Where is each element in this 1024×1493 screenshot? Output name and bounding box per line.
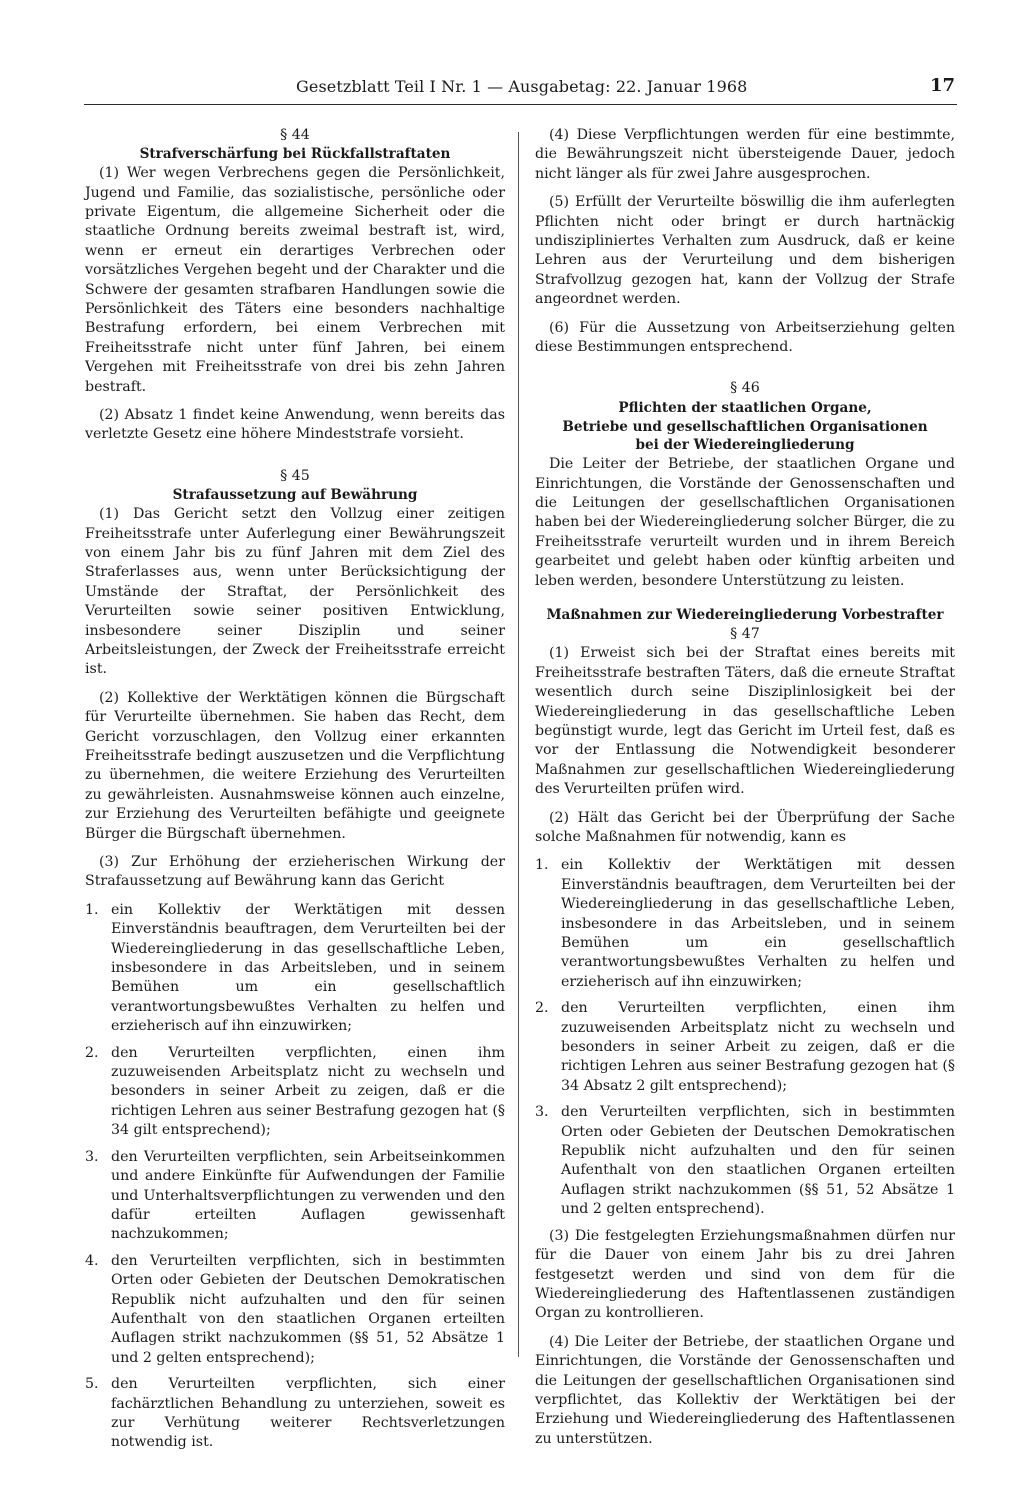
- section-45-paragraph-3: (3) Zur Erhöhung der erzieherischen Wirkung der Strafaussetzung auf Bewährung kann das Gericht: [85, 854, 505, 890]
- list-item: [535, 1103, 955, 1219]
- section-45-number: § 45: [280, 467, 310, 484]
- list-item-number: 2.: [535, 1000, 549, 1017]
- list-item-text: den Verurteilten verpflichten, sich einer fachärztlichen Behandlung zu unterziehen, soweit es zur Verhütung weiterer Rechtsverletzungen notwendig ist.: [111, 1376, 505, 1451]
- section-47-heading: Maßnahmen zur Wiedereingliederung Vorbestrafter: [546, 607, 944, 624]
- section-45-paragraph-4: (4) Diese Verpflichtungen werden für eine bestimmte, die Bewährungszeit nicht übersteigende Dauer, jedoch nicht länger als für zwei Jahre ausgesprochen.: [535, 127, 955, 182]
- section-45-paragraph-2: (2) Kollektive der Werktätigen können die Bürgschaft für Verurteilte übernehmen. Sie haben das Recht, dem Gericht vorzuschlagen, den Vollzug einer erkannten Freiheitsstrafe bedingt auszusetzen und die Verpflichtung zu übernehmen, die weitere Erziehung des Verurteilten zu gewährleisten. Ausnahmsweise können auch einzelne, zur Erziehung des Verurteilten befähigte und geeignete Bürger die Bürgschaft übernehmen.: [85, 689, 505, 842]
- list-item-number: 1.: [535, 857, 549, 874]
- spacer: [85, 454, 505, 467]
- list-item-number: 5.: [85, 1376, 99, 1393]
- list-item-text: ein Kollektiv der Werktätigen mit dessen Einverständnis beauftragen, dem Verurteilten bei der Wiedereingliederung in das gesellschaftliche Leben, insbesondere in das Arbeitsleben, und in seinem Bemühen um ein gesellschaftlich verantwortungsbewußtes Verhalten zu helfen und erzieherisch auf ihn einzuwirken;: [561, 857, 955, 990]
- list-item: [85, 1375, 505, 1453]
- section-47-item-list: [535, 856, 955, 1219]
- right-column: [535, 126, 955, 1458]
- list-item-text: den Verurteilten verpflichten, einen ihm zuzuweisenden Arbeitsplatz nicht zu wechseln und besonders in seiner Arbeit zu zeigen, daß er die richtigen Lehren aus seiner Bestrafung gezogen hat (§ 34 gilt entsprechend);: [111, 1044, 505, 1139]
- list-item-number: 3.: [535, 1104, 549, 1121]
- list-item-text: den Verurteilten verpflichten, sein Arbeitseinkommen und andere Einkünfte für Aufwendungen der Familie und Unterhaltsverpflichtungen zu verwenden und den dafür erteilten Auflagen gewissenhaft nachzukommen;: [111, 1148, 505, 1243]
- section-45-paragraph-1: (1) Das Gericht setzt den Vollzug einer zeitigen Freiheitsstrafe unter Auferlegung einer Bewährungszeit von einem Jahr bis zu fünf Jahren mit dem Ziel des Straferlasses aus, wenn unter Berücksichtigung der Umstände der Straftat, der Persönlichkeit des Verurteilten sowie seiner positiven Entwicklung, insbesondere seiner Disziplin und seiner Arbeitsleistungen, der Zweck der Freiheitsstrafe erreicht ist.: [85, 506, 505, 678]
- list-item: [85, 1148, 505, 1245]
- list-item-number: 2.: [85, 1044, 99, 1061]
- spacer: [535, 366, 955, 379]
- section-45-title: Strafaussetzung auf Bewährung: [172, 487, 418, 504]
- list-item-number: 3.: [85, 1148, 99, 1165]
- list-item: [85, 1044, 505, 1141]
- list-item: [85, 1252, 505, 1368]
- list-item-text: ein Kollektiv der Werktätigen mit dessen Einverständnis beauftragen, dem Verurteilten bei der Wiedereingliederung in das gesellschaftliche Leben, insbesondere in das Arbeitsleben, und in seinem Bemühen um ein gesellschaftlich verantwortungsbewußtes Verhalten zu helfen und erzieherisch auf ihn einzuwirken;: [111, 901, 505, 1035]
- list-item-text: den Verurteilten verpflichten, sich in bestimmten Orten oder Gebieten der Deutschen Demokratischen Republik nicht aufzuhalten und den für seinen Aufenthalt von den staatlichen Organen erteilten Auflagen strikt nachzukommen (§§ 51, 52 Absätze 1 und 2 gelten entsprechend).: [561, 1104, 955, 1218]
- list-item-text: den Verurteilten verpflichten, sich in bestimmten Orten oder Gebieten der Deutschen Demokratischen Republik nicht aufzuhalten und den für seinen Aufenthalt von den staatlichen Organen erteilten Auflagen strikt nachzukommen (§§ 51, 52 Absätze 1 und 2 gelten entsprechend);: [111, 1252, 505, 1366]
- section-44-paragraph-1: (1) Wer wegen Verbrechens gegen die Persönlichkeit, Jugend und Familie, das sozialistische, persönliche oder private Eigentum, die allgemeine Sicherheit oder die staatliche Ordnung bereits zweimal bestraft ist, wird, wenn er erneut ein derartiges Verbrechen oder vorsätzliches Vergehen begeht und der Charakter und die Schwere der gesamten strafbaren Handlungen sowie die Persönlichkeit des Täters eine besonders nachhaltige Bestrafung erfordern, bei einem Verbrechen mit Freiheitsstrafe nicht unter fünf Jahren, bei einem Vergehen mit Freiheitsstrafe von drei bis zehn Jahren bestraft.: [85, 165, 505, 395]
- section-44-title: Strafverschärfung bei Rückfallstraftaten: [139, 146, 451, 163]
- section-45-paragraph-6: (6) Für die Aussetzung von Arbeitserziehung gelten diese Bestimmungen entsprechend.: [535, 319, 955, 356]
- left-column: [85, 126, 505, 1460]
- list-item: [535, 856, 955, 992]
- section-47-paragraph-2: (2) Hält das Gericht bei der Überprüfung der Sache solche Maßnahmen für notwendig, kann es: [535, 809, 955, 845]
- list-item-number: 4.: [85, 1252, 99, 1269]
- list-item-number: 1.: [85, 901, 99, 918]
- section-47-paragraph-3: (3) Die festgelegten Erziehungsmaßnahmen dürfen nur für die Dauer von einem Jahr bis zu drei Jahren festgesetzt werden und sind von dem für die Wiedereingliederung des Haftentlassenen zuständigen Organ zu kontrollieren.: [535, 1227, 955, 1322]
- section-45-item-list: [85, 901, 505, 1453]
- section-46-title-line-1: Pflichten der staatlichen Organe,: [618, 399, 872, 416]
- list-item: [85, 901, 505, 1037]
- section-47-paragraph-1: (1) Erweist sich bei der Straftat eines bereits mit Freiheitsstrafe bestraften Täters, daß die erneute Straftat wesentlich durch seine Disziplinlosigkeit bei der Wiedereingliederung in das gesellschaftliche Leben begünstigt wurde, legt das Gericht im Urteil fest, daß es vor der Entlassung die Notwendigkeit besonderer Maßnahmen zur gesellschaftlichen Wiedereingliederung des Verurteilten prüfen wird.: [535, 645, 955, 798]
- section-46-title-line-3: bei der Wiedereingliederung: [635, 437, 855, 454]
- page-number: 17: [929, 75, 955, 96]
- header-title: Gesetzblatt Teil I Nr. 1 — Ausgabetag: 22. Januar 1968: [296, 77, 748, 96]
- section-44-number: § 44: [280, 127, 310, 143]
- section-45-paragraph-5: (5) Erfüllt der Verurteilte böswillig die ihm auferlegten Pflichten nicht oder bringt er durch hartnäckig undiszipliniertes Verhalten zum Ausdruck, daß er keine Lehren aus der Verurteilung und dem bisherigen Strafvollzug gezogen hat, kann der Vollzug der Strafe angeordnet werden.: [535, 194, 955, 308]
- section-46-paragraph: Die Leiter der Betriebe, der staatlichen Organe und Einrichtungen, die Vorstände der Genossenschaften und die Leitungen der gesellschaftlichen Organisationen haben bei der Wiedereingliederung solcher Bürger, die zu Freiheitsstrafe verurteilt wurden und in ihrem Bereich gearbeitet und gelebt haben oder künftig arbeiten und leben werden, besondere Unterstützung zu leisten.: [535, 456, 955, 589]
- list-item-text: den Verurteilten verpflichten, einen ihm zuzuweisenden Arbeitsplatz nicht zu wechseln und besonders in seiner Arbeit zu zeigen, daß er die richtigen Lehren aus seiner Bestrafung gezogen hat (§ 34 Absatz 2 gilt entsprechend);: [561, 1000, 955, 1094]
- section-46-title-line-2: Betriebe und gesellschaftlichen Organisationen: [562, 418, 928, 435]
- section-47-number: § 47: [730, 625, 760, 642]
- section-46-number: § 46: [730, 380, 760, 397]
- section-47-paragraph-4: (4) Die Leiter der Betriebe, der staatlichen Organe und Einrichtungen, die Vorstände der Genossenschaften und die Leitungen der gesellschaftlichen Organisationen sind verpflichtet, das Kollektiv der Werktätigen bei der Erziehung und Wiedereingliederung des Haftentlassenen zu unterstützen.: [535, 1333, 955, 1447]
- list-item: [535, 999, 955, 1096]
- page-header: [84, 72, 957, 105]
- section-44-paragraph-2: (2) Absatz 1 findet keine Anwendung, wenn bereits das verletzte Gesetz eine höhere Mindeststrafe vorsieht.: [85, 407, 505, 443]
